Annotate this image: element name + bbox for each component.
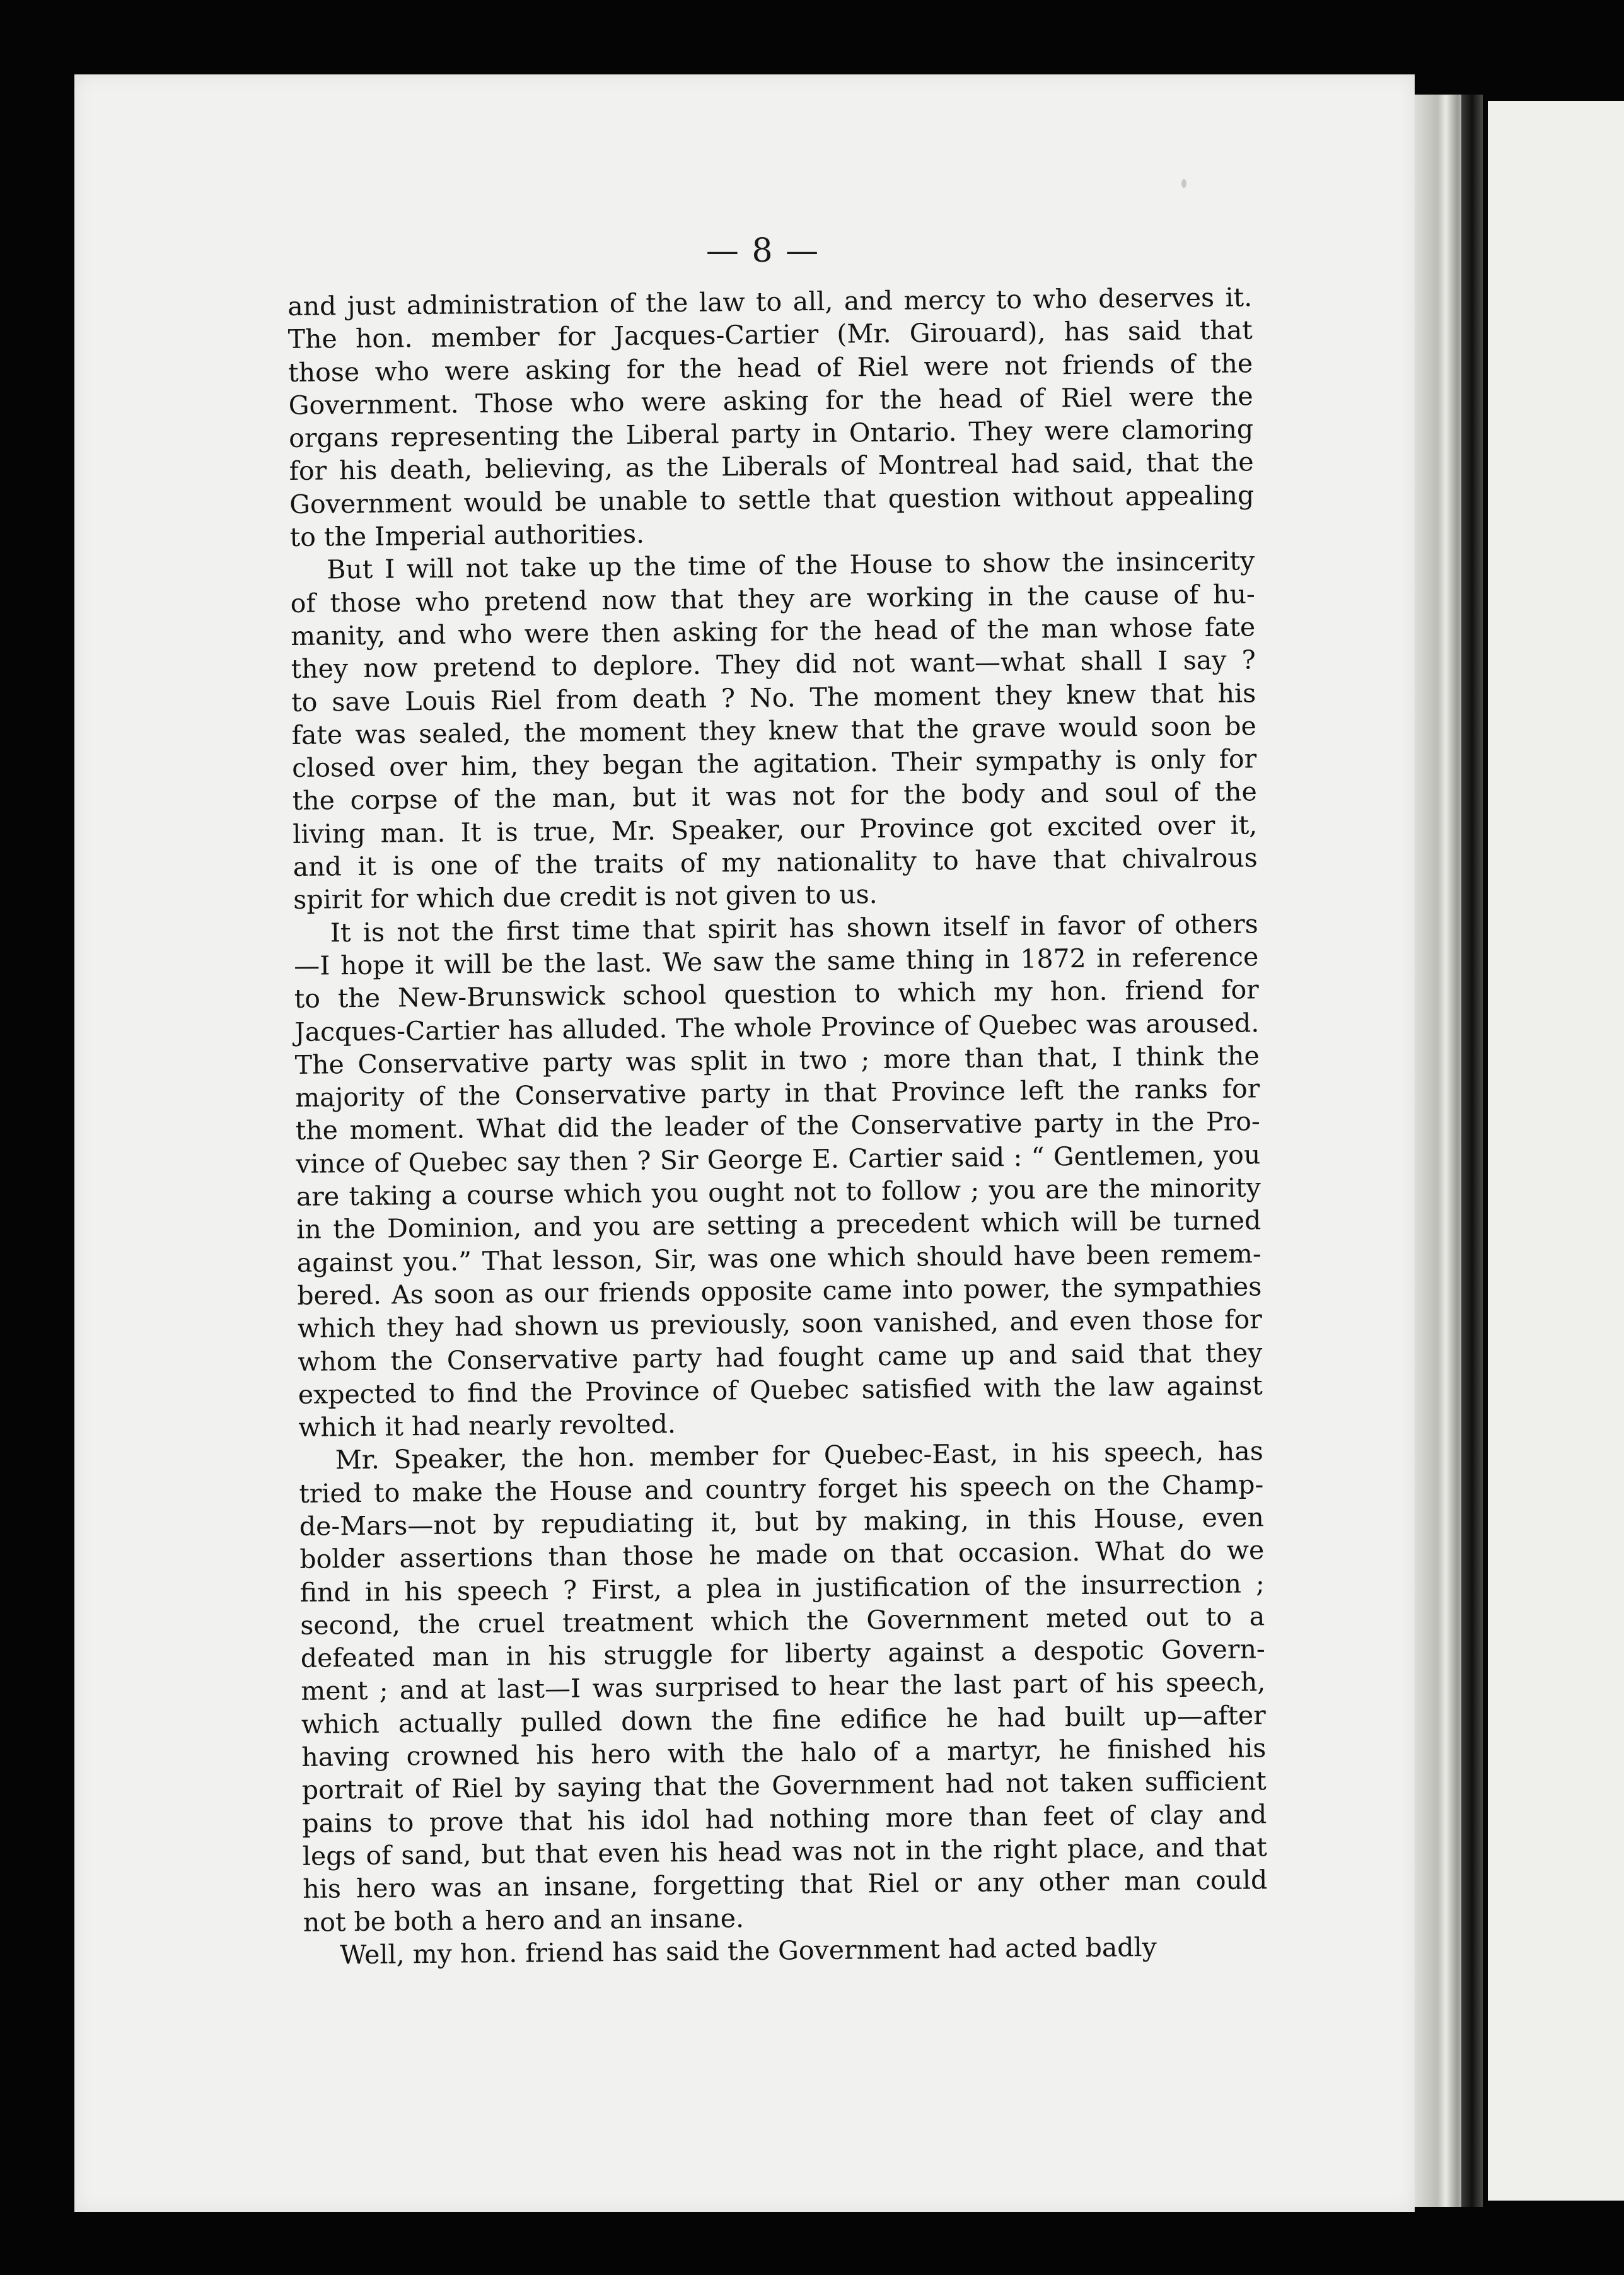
text-line: for his death, believing, as the Liberals of Montreal had said, that the xyxy=(289,446,1254,487)
text-line: Mr. Speaker, the hon. member for Quebec-East, in his speech, has xyxy=(335,1436,1263,1475)
text-line: Jacques-Cartier has alluded. The whole Province of Quebec was aroused. xyxy=(294,1007,1260,1047)
text-line: tried to make the House and country forget his speech on the Champ- xyxy=(299,1469,1264,1509)
text-line: those who were asking for the head of Riel were not friends of the xyxy=(288,347,1253,388)
paragraph xyxy=(290,545,1258,917)
text-line: vince of Quebec say then ? Sir George E. Cartier said : “ Gentlemen, you xyxy=(296,1139,1261,1179)
text-line: are taking a course which you ought not to follow ; you are the minority xyxy=(296,1172,1261,1212)
text-line: bolder assertions than those he made on that occasion. What do we xyxy=(299,1535,1265,1575)
text-line: The Conservative party was split in two ; more than that, I think the xyxy=(294,1040,1260,1080)
text-line: majority of the Conservative party in that Province left the ranks for xyxy=(295,1073,1260,1114)
text-line: The hon. member for Jacques-Cartier (Mr. Girouard), has said that xyxy=(287,315,1253,355)
text-line: not be both a hero and an insane. xyxy=(303,1902,745,1938)
text-line: organs representing the Liberal party in Ontario. They were clamoring xyxy=(289,414,1254,454)
text-line: It is not the first time that spirit has shown itself in favor of others xyxy=(330,908,1258,948)
text-line: whom the Conservative party had fought came up and said that they xyxy=(298,1337,1263,1377)
text-line: bered. As soon as our friends opposite came into power, the sympathies xyxy=(297,1271,1262,1311)
text-line: ment ; and at last—I was surprised to hear the last part of his speech, xyxy=(301,1667,1266,1707)
text-line: find in his speech ? First, a plea in justification of the insurrection ; xyxy=(299,1568,1265,1608)
text-line: and it is one of the traits of my nationality to have that chivalrous xyxy=(293,842,1258,883)
text-line: against you.” That lesson, Sir, was one which should have been remem- xyxy=(296,1238,1262,1278)
text-line: second, the cruel treatment which the Government meted out to a xyxy=(300,1601,1265,1641)
paragraph xyxy=(299,1435,1268,1939)
text-line: living man. It is true, Mr. Speaker, our Province got excited over it, xyxy=(293,810,1258,849)
text-line: expected to find the Province of Quebec satisfied with the law against xyxy=(298,1370,1263,1410)
paragraph xyxy=(287,281,1255,554)
text-line: de-Mars—not by repudiating it, but by making, in this House, even xyxy=(299,1502,1264,1542)
text-line: which actually pulled down the fine edifice he had built up—after xyxy=(301,1699,1266,1740)
text-line: the moment. What did the leader of the Conservative party in the Pro- xyxy=(295,1106,1260,1146)
text-line: fate was sealed, the moment they knew that the grave would soon be xyxy=(291,711,1256,750)
text-line: having crowned his hero with the halo of a martyr, he finished his xyxy=(301,1733,1267,1772)
text-line: manity, and who were then asking for the head of the man whose fate xyxy=(291,612,1256,651)
text-line: legs of sand, but that even his head was not in the right place, and that xyxy=(302,1832,1268,1871)
text-line: in the Dominion, and you are setting a precedent which will be turned xyxy=(296,1205,1262,1245)
text-line: the corpse of the man, but it was not for the body and soul of the xyxy=(292,776,1257,817)
text-line: and just administration of the law to all, and mercy to who deserves it. xyxy=(287,282,1253,322)
text-line: his hero was an insane, forgetting that Riel or any other man could xyxy=(303,1865,1268,1905)
text-line: closed over him, they began the agitation. Their sympathy is only for xyxy=(292,743,1257,784)
text-line: Well, my hon. friend has said the Government had acted badly xyxy=(340,1931,1157,1970)
text-line: But I will not take up the time of the House to show the insincerity xyxy=(327,545,1255,585)
text-line: spirit for which due credit is not given to us. xyxy=(293,879,878,916)
book-spine xyxy=(1461,95,1483,2207)
text-line: —I hope it will be the last. We saw the same thing in 1872 in reference xyxy=(294,941,1259,981)
text-line: to the New-Brunswick school question to which my hon. friend for xyxy=(294,974,1259,1015)
text-line: to the Imperial authorities. xyxy=(289,518,645,553)
text-line: portrait of Riel by saying that the Government had not taken sufficient xyxy=(301,1766,1267,1806)
text-line: defeated man in his struggle for liberty against a despotic Govern- xyxy=(300,1634,1265,1674)
paragraph xyxy=(294,907,1263,1444)
text-line: to save Louis Riel from death ? No. The moment they knew that his xyxy=(291,677,1256,718)
text-line: pains to prove that his idol had nothing more than feet of clay and xyxy=(302,1798,1267,1839)
text-line: Government would be unable to settle that question without appealing xyxy=(289,480,1255,520)
adjacent-page-edge xyxy=(1488,101,1624,2201)
text-line: which they had shown us previously, soon vanished, and even those for xyxy=(297,1304,1262,1344)
text-line: they now pretend to deplore. They did not want—what shall I say ? xyxy=(291,644,1256,685)
text-line: Government. Those who were asking for the head of Riel were the xyxy=(288,381,1253,421)
body-text xyxy=(287,281,1268,1972)
paper-speck xyxy=(1181,179,1186,188)
text-line: which it had nearly revolted. xyxy=(298,1409,676,1443)
page-number: — 8 — xyxy=(705,232,820,270)
text-line: of those who pretend now that they are working in the cause of hu- xyxy=(290,578,1255,619)
